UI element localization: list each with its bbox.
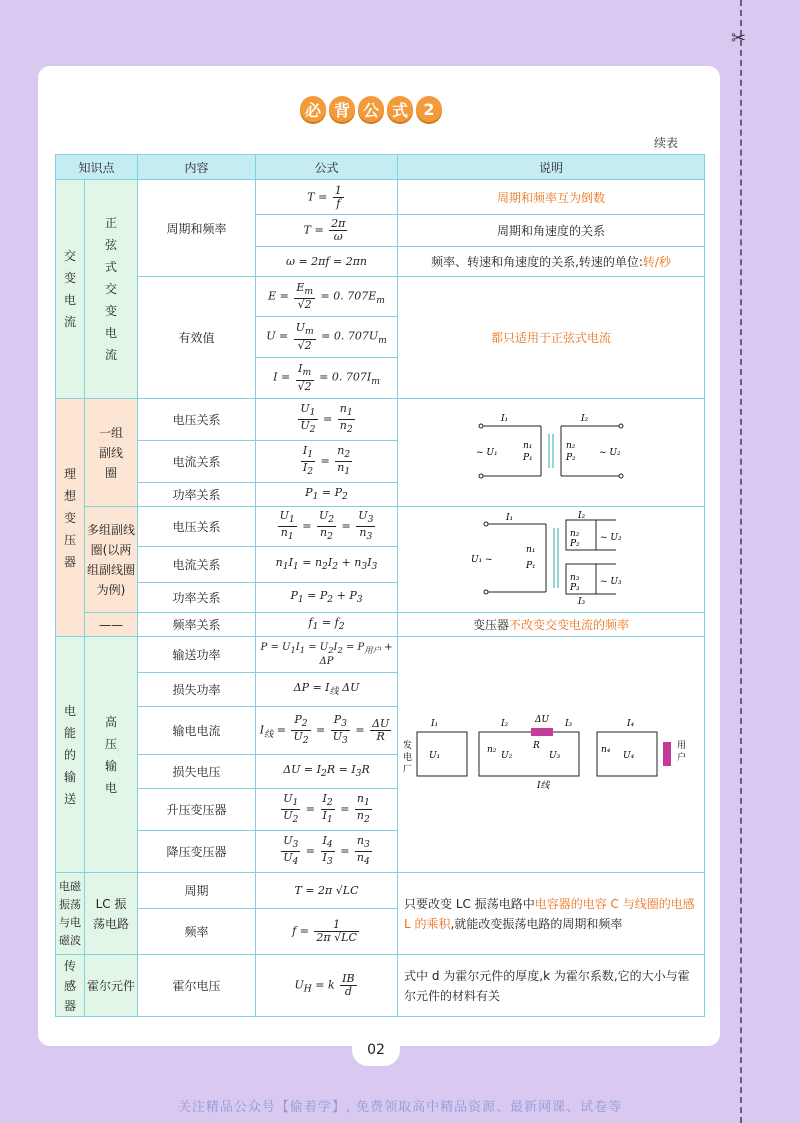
formula-cell: E = $\frac{E_m}{√2}$ = 0. $707E_m$ — [256, 277, 398, 317]
subcategory-cell: 高压输电 — [85, 637, 138, 873]
formula-cell: ω = 2πf = 2πn — [256, 247, 398, 277]
subcategory-cell: 正弦式交变电流 — [85, 180, 138, 399]
title-char: 式 — [387, 96, 413, 122]
formula-cell: $\frac{U_3}{U_4}$ = $\frac{I_4}{I_3}$ = $\frac{n_3}{n_4}$ — [256, 831, 398, 873]
formula-cell: I = $\frac{I_m}{√2}$ = 0. $707I_m$ — [256, 358, 398, 399]
header-note: 说明 — [398, 155, 705, 180]
content-cell: 霍尔电压 — [138, 955, 256, 1017]
svg-text:I₁: I₁ — [501, 414, 509, 424]
category-cell: 交变电流 — [56, 180, 85, 399]
svg-text:I₁: I₁ — [431, 719, 439, 729]
multi-transformer-diagram-cell — [398, 507, 705, 613]
title-char: 背 — [329, 96, 355, 122]
content-cell: 损失电压 — [138, 755, 256, 789]
content-cell: 输电电流 — [138, 707, 256, 755]
table-header-row — [56, 155, 705, 180]
note-cell: 式中 d 为霍尔元件的厚度,k 为霍尔系数,它的大小与霍尔元件的材料有关 — [398, 955, 705, 1017]
formula-cell: $\Delta U = I_2R = I_3R$ — [256, 755, 398, 789]
formula-cell: $\frac{U_1}{U_2}$ = $\frac{I_2}{I_1}$ = $\frac{n_1}{n_2}$ — [256, 789, 398, 831]
transmission-diagram — [401, 708, 701, 798]
formula-cell: T = 2π √LC — [256, 873, 398, 909]
formula-cell: $n_1I_1 = n_2I_2 + n_3I_3$ — [256, 547, 398, 583]
note-text: 频率、转速和角速度的关系,转速的单位: — [431, 255, 643, 269]
table-row — [56, 637, 705, 673]
content-cell: 周期和频率 — [138, 180, 256, 277]
formula-cell: $P_1 = P_2$ — [256, 483, 398, 507]
svg-text:~ U₂: ~ U₂ — [600, 533, 622, 543]
note-highlight: 不改变交变电流的频率 — [509, 618, 630, 632]
content-cell: 电流关系 — [138, 441, 256, 483]
svg-text:I₂: I₂ — [578, 511, 586, 521]
formula-cell: $\frac{I_1}{I_2}$ = $\frac{n_2}{n_1}$ — [256, 441, 398, 483]
subcategory-cell: 霍尔元件 — [85, 955, 138, 1017]
note-highlight: 转/秒 — [642, 255, 671, 269]
continued-note: 续表 — [654, 136, 679, 150]
formula-cell: $P_1 = P_2 + P_3$ — [256, 583, 398, 613]
category-cell: 传感器 — [56, 955, 85, 1017]
formula-cell: $U_H = k$ $\frac{IB}{d}$ — [256, 955, 398, 1017]
transmission-diagram-cell — [398, 637, 705, 873]
category-cell: 理想变压器 — [56, 399, 85, 637]
table-row — [56, 180, 705, 215]
table-row — [56, 613, 705, 637]
multi-transformer-diagram — [466, 510, 636, 606]
content-cell: 电流关系 — [138, 547, 256, 583]
svg-text:U₄: U₄ — [623, 751, 635, 761]
content-cell: 频率 — [138, 909, 256, 955]
note-cell — [398, 873, 705, 955]
svg-text:U₃: U₃ — [549, 751, 561, 761]
svg-text:U₁: U₁ — [429, 751, 441, 761]
svg-text:n₂: n₂ — [487, 745, 497, 755]
content-cell: 电压关系 — [138, 507, 256, 547]
formula-cell: T = $\frac{2\pi}{\omega}$ — [256, 215, 398, 247]
category-cell: 电磁振荡与电磁波 — [56, 873, 85, 955]
note-cell: 都只适用于正弦式电流 — [398, 277, 705, 399]
content-cell: 电压关系 — [138, 399, 256, 441]
content-cell: 损失功率 — [138, 673, 256, 707]
svg-text:n₂: n₂ — [566, 441, 576, 451]
svg-text:发: 发 — [403, 741, 413, 751]
footer-text: 关注精品公众号【偷着学】, 免费领取高中精品资源、最新网课、试卷等 — [177, 1100, 623, 1115]
svg-text:P₁: P₁ — [526, 561, 536, 571]
svg-text:U₁ ~: U₁ ~ — [471, 555, 493, 565]
svg-text:P₁: P₁ — [523, 453, 533, 463]
svg-text:n₃: n₃ — [570, 573, 580, 583]
content-cell: 功率关系 — [138, 583, 256, 613]
content-cell: 频率关系 — [138, 613, 256, 637]
note-cell: 周期和角速度的关系 — [398, 215, 705, 247]
title-char: 必 — [300, 96, 326, 122]
svg-text:厂: 厂 — [403, 765, 413, 775]
note-text: 只要改变 LC 振荡电路中 — [404, 896, 535, 911]
svg-text:~ U₂: ~ U₂ — [599, 448, 621, 458]
formula-cell: $f_1 = f_2$ — [256, 613, 398, 637]
svg-text:I₁: I₁ — [506, 513, 514, 523]
svg-text:P₃: P₃ — [570, 583, 580, 593]
table-row — [56, 873, 705, 909]
formula-cell: f = $\frac{1}{2\pi √LC}$ — [256, 909, 398, 955]
content-cell: 功率关系 — [138, 483, 256, 507]
table-row — [56, 277, 705, 317]
formula-cell: T = $\frac{1}{f}$ — [256, 180, 398, 215]
note-highlight: 电容器的电容 C 与线圈的电感 L 的乘积 — [404, 896, 695, 931]
note-text: 变压器 — [473, 618, 510, 632]
svg-text:R: R — [533, 741, 540, 751]
svg-text:U₂: U₂ — [501, 751, 513, 761]
svg-text:n₁: n₁ — [526, 545, 536, 555]
formula-cell: $\frac{U_1}{n_1}$ = $\frac{U_2}{n_2}$ = $\frac{U_3}{n_3}$ — [256, 507, 398, 547]
scissors-icon: ✂ — [731, 28, 747, 49]
subcategory-cell: LC 振荡电路 — [85, 873, 138, 955]
table-row — [56, 399, 705, 441]
header-knowledge: 知识点 — [56, 155, 138, 180]
subcategory-cell: 一组副线圈 — [85, 399, 138, 507]
svg-text:ΔU: ΔU — [535, 715, 550, 725]
content-cell: 周期 — [138, 873, 256, 909]
svg-text:n₄: n₄ — [601, 745, 611, 755]
content-cell: 降压变压器 — [138, 831, 256, 873]
category-cell: 电能的输送 — [56, 637, 85, 873]
title-char: 2 — [416, 96, 442, 122]
table-row — [56, 955, 705, 1017]
note-cell: 周期和频率互为倒数 — [398, 180, 705, 215]
header-formula: 公式 — [256, 155, 398, 180]
note-cell — [398, 613, 705, 637]
title-char: 公 — [358, 96, 384, 122]
svg-text:n₁: n₁ — [523, 441, 533, 451]
formula-cell: $I_线$ = $\frac{P_2}{U_2}$ = $\frac{P_3}{U_3}$ = $\frac{\Delta U}{R}$ — [256, 707, 398, 755]
svg-text:~ U₁: ~ U₁ — [476, 448, 498, 458]
subcategory-cell: —— — [85, 613, 138, 637]
svg-text:n₂: n₂ — [570, 529, 580, 539]
cut-line — [740, 0, 742, 1123]
formula-cell: $\Delta P = I_线$ ΔU — [256, 673, 398, 707]
svg-text:~ U₃: ~ U₃ — [600, 577, 622, 587]
svg-text:I线: I线 — [537, 781, 550, 791]
formula-cell: $P = U_1I_1 = U_2I_2 = P_{用户} + \Delta P$ — [256, 637, 398, 673]
subcategory-cell: 多组副线圈(以两组副线圈为例) — [85, 507, 138, 613]
note-text: ,就能改变振荡电路的周期和频率 — [450, 916, 623, 931]
svg-text:I₂: I₂ — [501, 719, 509, 729]
page-number: 02 — [352, 1034, 400, 1066]
formula-cell: $\frac{U_1}{U_2}$ = $\frac{n_1}{n_2}$ — [256, 399, 398, 441]
svg-text:户: 户 — [677, 753, 687, 763]
transformer-diagram-cell — [398, 399, 705, 507]
svg-text:I₂: I₂ — [581, 414, 589, 424]
formula-cell: U = $\frac{U_m}{√2}$ = 0. $707U_m$ — [256, 317, 398, 358]
content-cell: 输送功率 — [138, 637, 256, 673]
svg-text:用: 用 — [677, 741, 687, 751]
transformer-diagram — [471, 406, 631, 496]
formula-table — [55, 154, 705, 1017]
header-content: 内容 — [138, 155, 256, 180]
page-title — [300, 96, 442, 132]
content-cell: 有效值 — [138, 277, 256, 399]
svg-text:I₃: I₃ — [565, 719, 573, 729]
note-cell — [398, 247, 705, 277]
svg-text:P₂: P₂ — [570, 539, 580, 549]
svg-text:I₄: I₄ — [627, 719, 635, 729]
svg-text:P₂: P₂ — [566, 453, 576, 463]
content-cell: 升压变压器 — [138, 789, 256, 831]
table-row — [56, 507, 705, 547]
svg-text:电: 电 — [403, 753, 413, 763]
svg-text:I₃: I₃ — [578, 597, 586, 606]
